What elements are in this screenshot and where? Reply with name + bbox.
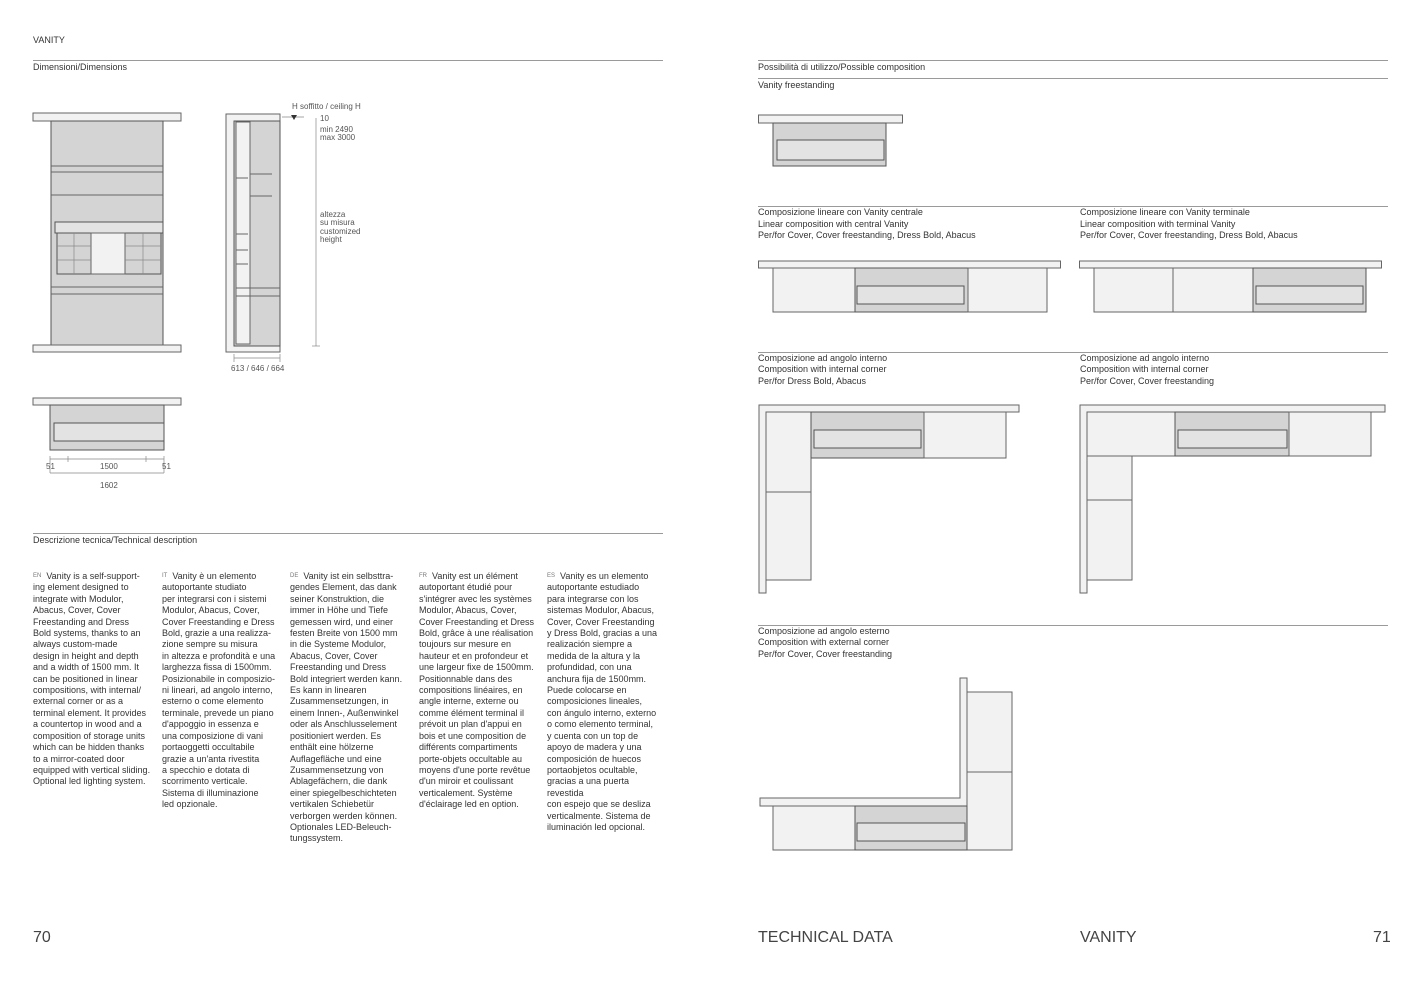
internal-b-title: Composizione ad angolo interno bbox=[1080, 353, 1210, 363]
lang-code: DE bbox=[290, 573, 299, 579]
custom-height-label-2: su misura bbox=[320, 218, 355, 227]
text-line: Posizionabile in composizio- bbox=[162, 673, 276, 684]
text-line: ing element designed to bbox=[33, 582, 129, 593]
text-line: gracias a una puerta revestida bbox=[547, 776, 630, 798]
text-line: autoportante studiato bbox=[162, 582, 247, 593]
text-line: medida de la altura y la bbox=[547, 650, 641, 661]
text-line: con espejo que se desliza bbox=[547, 799, 651, 810]
lang-code: ES bbox=[547, 573, 556, 579]
text-line: led opzionale. bbox=[162, 799, 218, 810]
internal-a-systems: Per/for Dress Bold, Abacus bbox=[758, 376, 867, 386]
external-systems: Per/for Cover, Cover freestanding bbox=[758, 649, 893, 659]
text-line: Abacus, Cover, Cover bbox=[290, 650, 378, 661]
text-line: gemessen wird, und einer bbox=[290, 616, 394, 627]
custom-height-label-4: height bbox=[320, 235, 342, 244]
width-left-label: 51 bbox=[46, 462, 55, 471]
text-line: s'intégrer avec les systèmes bbox=[419, 593, 532, 604]
text-line: Vanity ist ein selbsttra- bbox=[303, 571, 394, 581]
text-line: bois et une composition de bbox=[419, 730, 527, 741]
page-header: VANITY bbox=[33, 35, 65, 45]
text-line: Sistema di illuminazione bbox=[162, 787, 259, 798]
text-line: sistemas Modulor, Abacus, bbox=[547, 605, 655, 616]
internal-a-subtitle: Composition with internal corner bbox=[758, 364, 887, 374]
text-line: verborgen werden können. bbox=[290, 810, 398, 821]
width-total-label: 1602 bbox=[100, 481, 118, 490]
text-line: una composizione di vani bbox=[162, 730, 264, 741]
text-line: composition of storage units bbox=[33, 730, 146, 741]
text-line: autoportant étudié pour bbox=[419, 582, 513, 593]
front-elevation-drawing bbox=[33, 112, 183, 354]
linear-terminal-subtitle: Linear composition with terminal Vanity bbox=[1080, 219, 1236, 229]
lang-code: EN bbox=[33, 573, 42, 579]
text-line: in die Systeme Modulor, bbox=[290, 639, 387, 650]
text-line: terminal element. It provides bbox=[33, 707, 147, 718]
text-line: seiner Konstruktion, die bbox=[290, 593, 385, 604]
text-line: toujours sur mesure en bbox=[419, 639, 512, 650]
text-line: Vanity è un elemento bbox=[172, 571, 257, 581]
freestanding-drawing bbox=[758, 114, 906, 170]
depth-label: 613 / 646 / 664 bbox=[231, 364, 285, 373]
tech-description-label: Descrizione tecnica/Technical description bbox=[33, 535, 198, 545]
text-line: always custom-made bbox=[33, 639, 118, 650]
text-line: enthält eine hölzerne bbox=[290, 742, 374, 753]
text-line: scorrimento verticale. bbox=[162, 776, 248, 787]
text-line: Vanity est un élément bbox=[432, 571, 518, 581]
text-line: esterno o come elemento bbox=[162, 696, 264, 707]
text-line: Modulor, Abacus, Cover, bbox=[162, 605, 260, 616]
page-number-left: 70 bbox=[33, 929, 51, 946]
text-line: Optional led lighting system. bbox=[33, 776, 146, 787]
text-line: in altezza e profondità e una bbox=[162, 650, 276, 661]
linear-terminal-title: Composizione lineare con Vanity terminale bbox=[1080, 207, 1250, 217]
ceiling-arrow-icon bbox=[291, 115, 297, 120]
text-line: Positionnable dans des bbox=[419, 673, 513, 684]
text-line: positioniert werden. Es bbox=[290, 730, 382, 741]
text-line: ni lineari, ad angolo interno, bbox=[162, 685, 273, 696]
description-column-de bbox=[290, 571, 408, 845]
description-column-es bbox=[547, 571, 665, 833]
text-line: Puede colocarse en bbox=[547, 685, 627, 696]
text-line: Bold, grâce à une réalisation bbox=[419, 628, 534, 639]
external-title: Composizione ad angolo esterno bbox=[758, 626, 890, 636]
internal-a-title: Composizione ad angolo interno bbox=[758, 353, 888, 363]
linear-terminal-drawing bbox=[1079, 260, 1385, 314]
text-line: d'éclairage led en option. bbox=[419, 799, 519, 810]
text-line: Cover Freestanding et Dress bbox=[419, 616, 535, 627]
ceiling-height-label: H soffitto / ceiling H bbox=[292, 102, 361, 111]
tech-rule bbox=[33, 533, 663, 534]
text-line: différents compartiments bbox=[419, 742, 518, 753]
text-line: realización siempre a bbox=[547, 639, 633, 650]
text-line: Ablagefächern, die dank bbox=[290, 776, 388, 787]
text-line: to a mirror-coated door bbox=[33, 753, 125, 764]
text-line: equipped with vertical sliding. bbox=[33, 764, 151, 775]
text-line: verticalmente. Sistema de bbox=[547, 810, 651, 821]
text-line: porte-objets occultable au bbox=[419, 753, 523, 764]
text-line: Optionales LED-Beleuch- bbox=[290, 821, 392, 832]
text-line: Zusammensetzungen, in bbox=[290, 696, 389, 707]
text-line: iluminación led opcional. bbox=[547, 821, 646, 832]
page-number-right: 71 bbox=[1373, 929, 1391, 946]
text-line: Vanity es un elemento bbox=[560, 571, 649, 581]
footer-section-title: TECHNICAL DATA bbox=[758, 929, 893, 946]
text-line: y Dress Bold, gracias a una bbox=[547, 628, 658, 639]
min-height-label: min 2490 bbox=[320, 125, 353, 134]
text-line: which can be hidden thanks bbox=[33, 742, 145, 753]
text-line: para integrarse con los bbox=[547, 593, 639, 604]
text-line: d'appoggio in essenza e bbox=[162, 719, 259, 730]
text-line: Cover, Cover Freestanding bbox=[547, 616, 655, 627]
text-line: hauteur et en profondeur et bbox=[419, 650, 529, 661]
text-line: oder als Anschlusselement bbox=[290, 719, 398, 730]
text-line: terminale, prevede un piano bbox=[162, 707, 274, 718]
text-line: larghezza fissa di 1500mm. bbox=[162, 662, 272, 673]
freestanding-label: Vanity freestanding bbox=[758, 80, 835, 90]
text-line: integrate with Modulor, bbox=[33, 593, 124, 604]
custom-height-label-1: altezza bbox=[320, 210, 346, 219]
text-line: d'un miroir et coulissant bbox=[419, 776, 514, 787]
external-corner-drawing bbox=[758, 676, 1018, 854]
internal-corner-a-drawing bbox=[758, 404, 1022, 596]
linear-central-drawing bbox=[758, 260, 1064, 314]
text-line: apoyo de madera y una bbox=[547, 742, 642, 753]
text-line: angle interne, externe ou bbox=[419, 696, 519, 707]
text-line: gendes Element, das dank bbox=[290, 582, 397, 593]
text-line: portaobjetos ocultable, bbox=[547, 764, 638, 775]
text-line: a specchio e dotata di bbox=[162, 764, 250, 775]
text-line: a countertop in wood and a bbox=[33, 719, 142, 730]
text-line: grazie a un'anta rivestita bbox=[162, 753, 260, 764]
text-line: con ángulo interno, externo bbox=[547, 707, 657, 718]
linear-central-subtitle: Linear composition with central Vanity bbox=[758, 219, 909, 229]
text-line: y cuenta con un top de bbox=[547, 730, 639, 741]
lang-code: IT bbox=[162, 573, 168, 579]
text-line: anchura fija de 1500mm. bbox=[547, 673, 647, 684]
text-line: Freestanding and Dress bbox=[33, 616, 130, 627]
linear-central-systems: Per/for Cover, Cover freestanding, Dress Bold, Abacus bbox=[758, 230, 976, 240]
gap-label: 10 bbox=[320, 114, 329, 123]
text-line: Zusammensetzung von bbox=[290, 764, 384, 775]
internal-b-subtitle: Composition with internal corner bbox=[1080, 364, 1209, 374]
text-line: design in height and depth bbox=[33, 650, 139, 661]
text-line: einem Innen-, Außenwinkel bbox=[290, 707, 399, 718]
text-line: Auflagefläche und eine bbox=[290, 753, 382, 764]
text-line: Es kann in linearen bbox=[290, 685, 367, 696]
plan-view-drawing bbox=[33, 397, 185, 485]
text-line: per integrarsi con i sistemi bbox=[162, 593, 267, 604]
linear-terminal-systems: Per/for Cover, Cover freestanding, Dress Bold, Abacus bbox=[1080, 230, 1298, 240]
description-column-fr bbox=[419, 571, 537, 811]
text-line: and a width of 1500 mm. It bbox=[33, 662, 140, 673]
external-subtitle: Composition with external corner bbox=[758, 637, 890, 647]
text-line: verticalement. Système bbox=[419, 787, 513, 798]
possible-rule bbox=[758, 78, 1388, 79]
text-line: Abacus, Cover, Cover bbox=[33, 605, 121, 616]
text-line: tungssystem. bbox=[290, 833, 344, 844]
description-column-it bbox=[162, 571, 280, 811]
text-line: einer spiegelbeschichteten bbox=[290, 787, 397, 798]
side-section-drawing bbox=[224, 112, 374, 370]
text-line: prévoit un plan d'appui en bbox=[419, 719, 522, 730]
text-line: vertikalen Schiebetür bbox=[290, 799, 375, 810]
max-height-label: max 3000 bbox=[320, 133, 356, 142]
custom-height-label-3: customized bbox=[320, 227, 361, 236]
text-line: une largeur fixe de 1500mm. bbox=[419, 662, 534, 673]
lang-code: FR bbox=[419, 573, 427, 579]
text-line: profundidad, con una bbox=[547, 662, 632, 673]
text-line: Vanity is a self-support- bbox=[46, 571, 140, 581]
internal-corner-b-drawing bbox=[1079, 404, 1389, 596]
header-rule bbox=[33, 60, 663, 61]
text-line: composiciones lineales, bbox=[547, 696, 643, 707]
right-header-rule bbox=[758, 60, 1388, 61]
width-right-label: 51 bbox=[162, 462, 171, 471]
text-line: o como elemento terminal, bbox=[547, 719, 654, 730]
text-line: compositions linéaires, en bbox=[419, 685, 523, 696]
text-line: compositions, with internal/ bbox=[33, 685, 142, 696]
width-mid-label: 1500 bbox=[100, 462, 118, 471]
text-line: composición de huecos bbox=[547, 753, 642, 764]
text-line: Cover Freestanding e Dress bbox=[162, 616, 275, 627]
text-line: Bold integriert werden kann. bbox=[290, 673, 403, 684]
text-line: can be positioned in linear bbox=[33, 673, 138, 684]
text-line: external corner or as a bbox=[33, 696, 124, 707]
text-line: autoportante estudiado bbox=[547, 582, 640, 593]
text-line: moyens d'une porte revêtue bbox=[419, 764, 531, 775]
text-line: comme élément terminal il bbox=[419, 707, 525, 718]
text-line: Freestanding und Dress bbox=[290, 662, 387, 673]
description-column-en bbox=[33, 571, 151, 788]
text-line: immer in Höhe und Tiefe bbox=[290, 605, 389, 616]
text-line: Modulor, Abacus, Cover, bbox=[419, 605, 517, 616]
text-line: Bold systems, thanks to an bbox=[33, 628, 141, 639]
text-line: portaoggetti occultabile bbox=[162, 742, 255, 753]
footer-product-title: VANITY bbox=[1080, 929, 1137, 946]
linear-central-title: Composizione lineare con Vanity centrale bbox=[758, 207, 923, 217]
internal-b-systems: Per/for Cover, Cover freestanding bbox=[1080, 376, 1215, 386]
text-line: festen Breite von 1500 mm bbox=[290, 628, 398, 639]
possible-composition-label: Possibilità di utilizzo/Possible composition bbox=[758, 62, 926, 72]
text-line: Bold, grazie a una realizza- bbox=[162, 628, 272, 639]
text-line: zione sempre su misura bbox=[162, 639, 258, 650]
dimensions-label: Dimensioni/Dimensions bbox=[33, 62, 128, 72]
